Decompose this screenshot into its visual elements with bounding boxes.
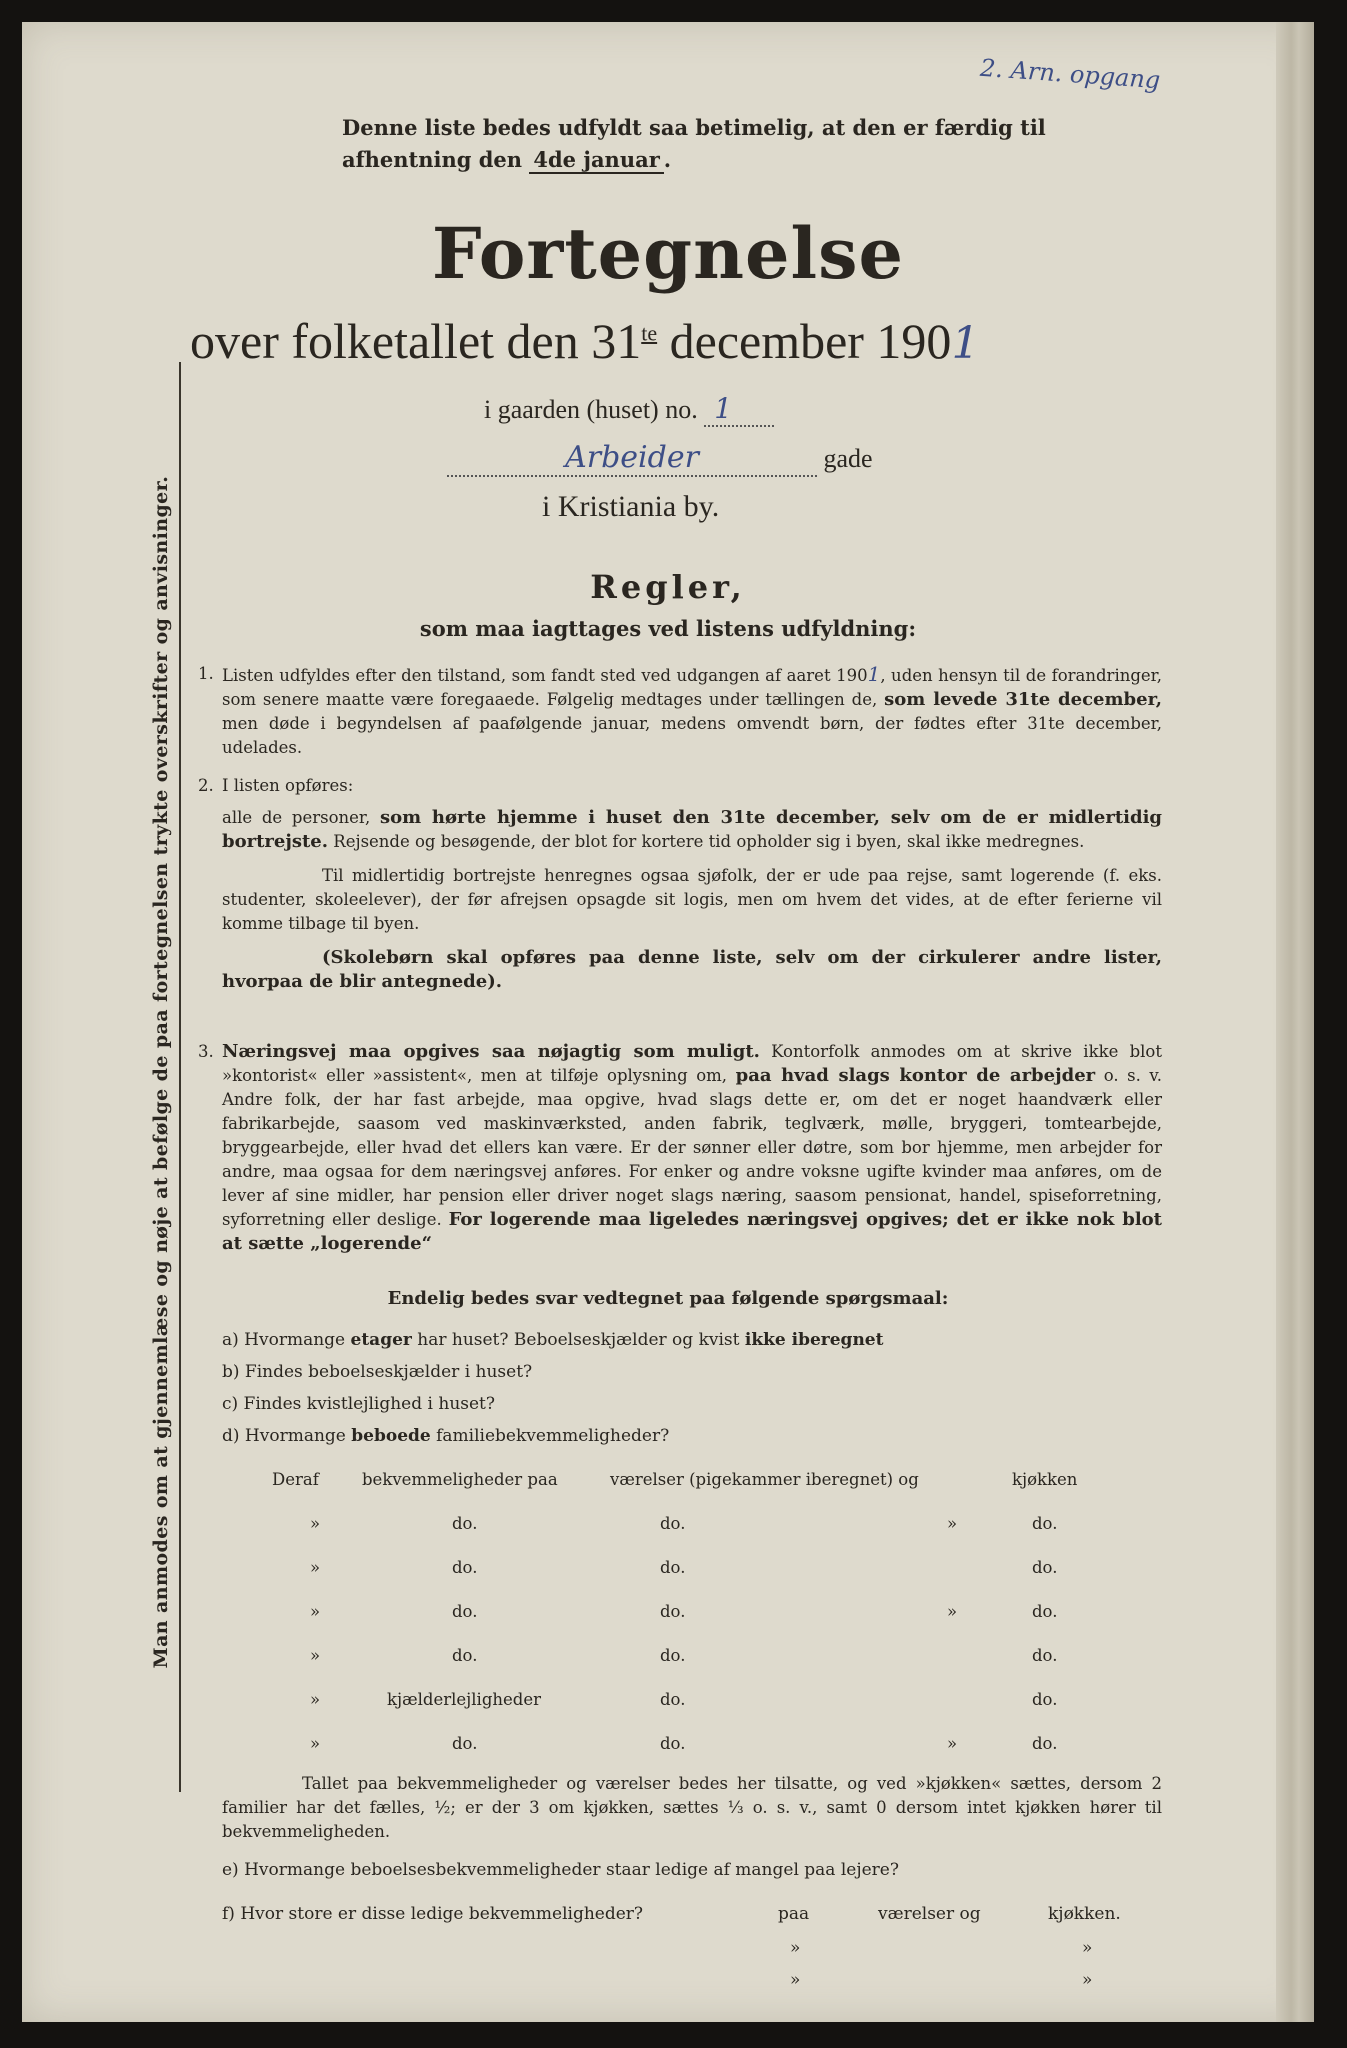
delivery-note-line2: afhentning den 4de januar .	[342, 147, 672, 172]
form-subtitle: over folketallet den $31^{te}$ december 1901	[190, 313, 980, 369]
handwritten-rule-year: 1	[867, 662, 881, 686]
rule-3: 3. Næringsvej maa opgives saa nøjagtig som muligt. Kontorfolk anmodes om at skrive ikke blot »kontorist« eller »assistent«, men at tilføje oplysning om, paa hvad slags kontor de arbejder o. s. v. Andre folk, der har fast arbejde, maa opgive, hvad slags dette er, om det er noget haandværk eller fabrikarbejde, saasom ved maskinværksted, anden fabrik, teglværk, mølle, bryggeri, tomtearbejde, bryggearbejde, eller hvad det ellers kan være. Er der sønner eller døtre, som bor hjemme, men arbejder for andre, maa ogsaa for dem næringsvej anføres. For enker og andre voksne ugifte kvinder maa anføres, om de lever af sine midler, har pension eller driver noget slags næring, saasom pensionat, handel, spiseforretning, syforretning eller deslige. For logerende maa ligeledes næringsvej opgives; det er ikke nok blot at sætte „logerende“	[198, 1041, 1163, 1254]
dwellings-table	[272, 1470, 1152, 1770]
rules-heading: Regler,	[590, 568, 746, 606]
form-title: Fortegnelse	[431, 212, 905, 295]
table-row: » do. do. » do.	[310, 1514, 1058, 1533]
f-row: » »	[790, 1938, 1093, 1958]
house-number-line: i gaarden (huset) no. 1	[484, 392, 774, 427]
f-row: » »	[790, 1970, 1093, 1990]
question-f: f) Hvor store er disse ledige bekvemmeligheder? paa værelser og kjøkken.	[222, 1904, 1121, 1924]
table-row: » do. do. » do.	[310, 1602, 1058, 1621]
table-row: » kjælderlejligheder do. do.	[310, 1690, 1058, 1709]
city-line: i Kristiania by.	[542, 490, 720, 523]
question-e: e) Hvormange beboelsesbekvemmeligheder staar ledige af mangel paa lejere?	[222, 1860, 899, 1880]
question-c: c) Findes kvistlejlighed i huset?	[222, 1394, 495, 1414]
question-a: a) Hvormange etager har huset? Beboelseskjælder og kvist ikke iberegnet	[222, 1330, 884, 1350]
table-row: » do. do. » do.	[310, 1734, 1058, 1753]
handwritten-street: Arbeider	[565, 440, 699, 475]
delivery-date: 4de januar	[529, 147, 663, 174]
question-d: d) Hvormange beboede familiebekvemmeligheder?	[222, 1426, 670, 1446]
rule-2: 2. I listen opføres: alle de personer, som hørte hjemme i huset den 31te december, selv om de er midlertidig bortrejste. Rejsende og besøgende, der blot for kortere tid opholder sig i byen, skal ikke medregnes. Til midlertidig bortrejste henregnes ogsaa sjøfolk, der er ude paa rejse, samt logerende (f. eks. studenter, skoleelever), der før afrejsen opsagde sit logis, men om hvem det vides, at de efter ferierne vil komme tilbage til byen. (Skolebørn skal opføres paa denne liste, selv om der cirkulerer andre lister, hvorpaa de blir antegnede).	[198, 776, 1162, 992]
rule-1: 1. Listen udfyldes efter den tilstand, som fandt sted ved udgangen af aaret 1901, uden hensyn til de forandringer, som senere maatte være foregaaede. Følgelig medtages under tællingen de, som levede 31te december, men døde i begyndelsen af paafølgende januar, medens omvendt børn, der fødtes efter 31te december, udelades.	[198, 662, 1163, 757]
street-line: Arbeider gade	[447, 440, 873, 477]
questions-intro: Endelig bedes svar vedtegnet paa følgende spørgsmaal:	[387, 1288, 949, 1309]
table-row: » do. do. do.	[310, 1646, 1058, 1665]
handwritten-house-number: 1	[714, 392, 733, 425]
handwritten-top-note: 2. Arn. opgang	[979, 53, 1162, 95]
census-form-page	[22, 22, 1314, 2022]
delivery-note-line1: Denne liste bedes udfyldt saa betimelig, at den er færdig til	[342, 115, 1046, 140]
table-row: » do. do. do.	[310, 1558, 1058, 1577]
delivery-note	[342, 112, 1162, 176]
rules-subheading: som maa iagttages ved listens udfyldning:	[419, 616, 917, 641]
table-note: Tallet paa bekvemmeligheder og værelser bedes her tilsatte, og ved »kjøkken« sættes, dersom 2 familier har det fælles, ½; er der 3 om kjøkken, sættes ⅓ o. s. v., samt 0 dersom intet kjøkken hører til bekvemmeligheden.	[222, 1774, 1162, 1841]
handwritten-year-digit: 1	[951, 318, 980, 369]
question-b: b) Findes beboelseskjælder i huset?	[222, 1362, 533, 1382]
paper-edge	[1276, 22, 1314, 2022]
table-header: Deraf bekvemmeligheder paa værelser (pigekammer iberegnet) og kjøkken	[272, 1470, 1078, 1489]
side-instruction: Man anmodes om at gjennemlæse og nøje at befølge de paa fortegnelsen trykte overskrifter og anvisninger.	[150, 475, 172, 1669]
